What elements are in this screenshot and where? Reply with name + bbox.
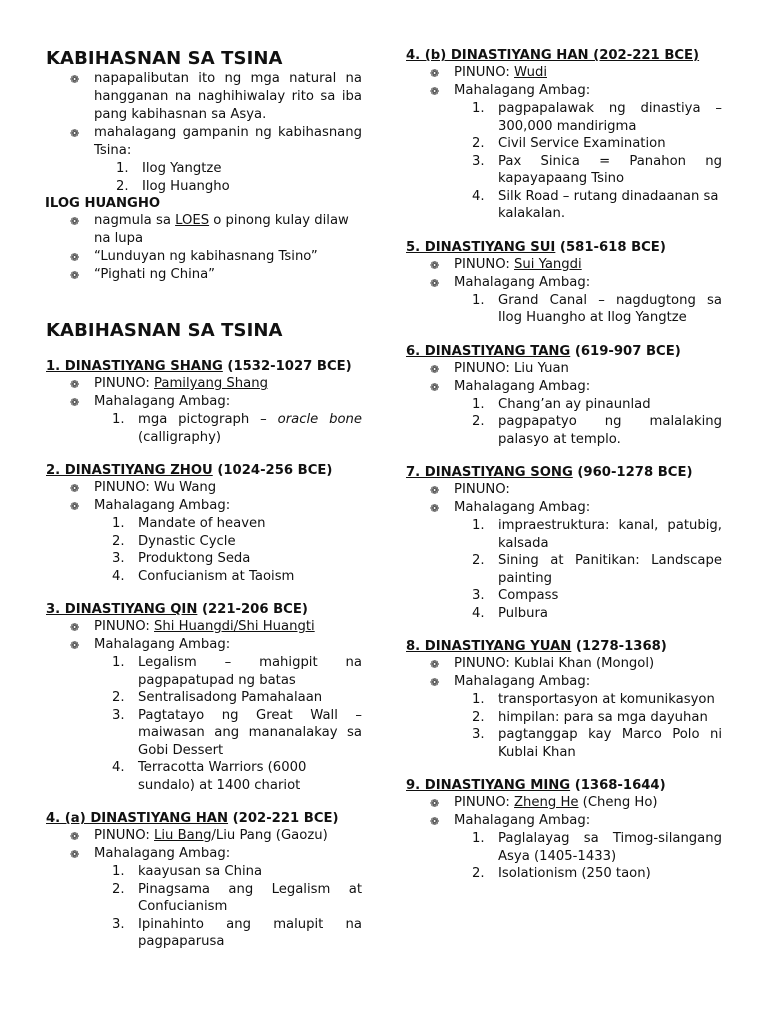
- numbered-item: 4. Pulbura: [472, 605, 548, 621]
- numbered-item: 3. Ipinahinto ang malupit na pagpaparusa: [112, 916, 362, 949]
- flower-bullet-icon: ❁: [430, 502, 440, 515]
- numbered-item: 1. transportasyon at komunikasyon: [472, 692, 715, 707]
- flower-bullet-icon: ❁: [430, 380, 440, 394]
- leader-item: ❁ PINUNO: Kublai Khan (Mongol): [406, 655, 722, 673]
- numbered-item: 3. Compass: [472, 588, 559, 603]
- ilog-huangho-title: ILOG HUANGHO: [45, 196, 161, 211]
- numbered-item: 2. Dynastic Cycle: [112, 533, 236, 549]
- numbered-item: 1. Mandate of heaven: [112, 516, 266, 531]
- flower-bullet-icon: ❁: [70, 127, 80, 140]
- contribution-label: ❁ Mahalagang Ambag:: [46, 845, 362, 863]
- dynasty-heading-sui: 5. DINASTIYANG SUI (581-618 BCE): [406, 239, 666, 255]
- flower-bullet-icon: ❁: [430, 797, 440, 810]
- numbered-item: 3. Pax Sinica = Panahon ng kapayapaang Tsino: [472, 153, 722, 186]
- numbered-item: 1. Chang’an ay pinaunlad: [472, 396, 651, 412]
- numbered-item: 4. Terracotta Warriors (6000 sundalo) at 1400 chariot: [112, 760, 307, 793]
- numbered-item: 4. Confucianism at Taoism: [112, 568, 295, 584]
- contribution-label: ❁ Mahalagang Ambag:: [406, 812, 722, 830]
- leader-item: ❁ PINUNO: Sui Yangdi: [406, 256, 722, 274]
- dynasty-heading-tang: 6. DINASTIYANG TANG (619-907 BCE): [406, 343, 681, 359]
- dynasty-heading-zhou: 2. DINASTIYANG ZHOU (1024-256 BCE): [46, 463, 333, 478]
- numbered-item: 2. pagpapatyo ng malalaking palasyo at templo.: [472, 414, 722, 447]
- numbered-item: 1. pagpapalawak ng dinastiya – 300,000 mandirigma: [472, 101, 722, 134]
- flower-bullet-icon: ❁: [430, 676, 440, 689]
- leader-item: ❁ PINUNO: Wudi: [406, 64, 722, 82]
- flower-bullet-icon: ❁: [430, 85, 440, 98]
- flower-bullet-icon: ❁: [70, 396, 80, 409]
- dynasty-heading-qin: 3. DINASTIYANG QIN (221-206 BCE): [46, 602, 308, 617]
- dynasty-heading-han-b: 4. (b) DINASTIYANG HAN (202-221 BCE): [406, 48, 700, 63]
- list-item: ❁ “Lunduyan ng kabihasnang Tsino”: [46, 248, 362, 266]
- leader-item: ❁ PINUNO: Pamilyang Shang: [46, 375, 362, 393]
- dynasty-heading-yuan: 8. DINASTIYANG YUAN (1278-1368): [406, 639, 667, 654]
- numbered-item: 4. Silk Road – rutang dinadaanan sa kalakalan.: [472, 188, 719, 221]
- right-column: [406, 0, 722, 883]
- flower-bullet-icon: ❁: [430, 658, 440, 671]
- numbered-item: 1. Paglalayag sa Timog-silangang Asya (1405-1433): [472, 831, 722, 864]
- numbered-item: 1. impraestruktura: kanal, patubig, kalsada: [472, 518, 722, 551]
- flower-bullet-icon: ❁: [70, 621, 80, 634]
- numbered-item: 1. Legalism – mahigpit na pagpapatupad ng batas: [112, 655, 362, 688]
- numbered-item: 3. Pagtatayo ng Great Wall – maiwasan ang mananalakay sa Gobi Dessert: [112, 707, 362, 758]
- numbered-item: 2. himpilan: para sa mga dayuhan: [472, 709, 708, 725]
- flower-bullet-icon: ❁: [430, 67, 440, 80]
- contribution-label: ❁ Mahalagang Ambag:: [406, 499, 722, 517]
- numbered-item: 1. kaayusan sa China: [112, 864, 263, 879]
- flower-bullet-icon: ❁: [70, 378, 80, 391]
- contribution-label: ❁ Mahalagang Ambag:: [406, 673, 722, 691]
- contribution-label: ❁ Mahalagang Ambag:: [406, 378, 722, 396]
- flower-bullet-icon: ❁: [70, 848, 80, 861]
- numbered-item: 3. Produktong Seda: [112, 551, 251, 566]
- numbered-item: 1. Ilog Yangtze: [116, 161, 222, 176]
- contribution-label: ❁ Mahalagang Ambag:: [406, 274, 722, 292]
- flower-bullet-icon: ❁: [70, 251, 80, 264]
- flower-bullet-icon: ❁: [70, 269, 80, 282]
- dynasty-heading-han-a: 4. (a) DINASTIYANG HAN (202-221 BCE): [46, 811, 339, 826]
- list-item: ❁ napapalibutan ito ng mga natural na hangganan na naghihiwalay rito sa iba pang kabihasnan sa Asya.: [70, 71, 362, 122]
- leader-item: ❁ PINUNO: Shi Huangdi/Shi Huangti: [46, 618, 362, 636]
- numbered-item: 2. Civil Service Examination: [472, 136, 666, 151]
- flower-bullet-icon: ❁: [430, 484, 440, 497]
- leader-item: ❁ PINUNO: Liu Bang/Liu Pang (Gaozu): [46, 827, 362, 845]
- flower-bullet-icon: ❁: [430, 258, 440, 272]
- section-title-kabihasnan-2: KABIHASNAN SA TSINA: [46, 320, 283, 341]
- flower-bullet-icon: ❁: [70, 73, 80, 86]
- flower-bullet-icon: ❁: [430, 362, 440, 376]
- leader-item: ❁ PINUNO: Wu Wang: [46, 479, 362, 497]
- left-column: [46, 0, 362, 951]
- flower-bullet-icon: ❁: [70, 215, 80, 228]
- flower-bullet-icon: ❁: [430, 815, 440, 828]
- numbered-item: 2. Sentralisadong Pamahalaan: [112, 690, 323, 705]
- numbered-item: 2. Ilog Huangho: [116, 178, 230, 194]
- list-item: ❁ nagmula sa LOES o pinong kulay dilaw na lupa: [70, 213, 349, 246]
- list-item: ❁ “Pighati ng China”: [46, 266, 362, 284]
- dynasty-heading-song: 7. DINASTIYANG SONG (960-1278 BCE): [406, 465, 693, 480]
- contribution-label: ❁ Mahalagang Ambag:: [46, 393, 362, 411]
- flower-bullet-icon: ❁: [70, 639, 80, 652]
- dynasty-heading-ming: 9. DINASTIYANG MING (1368-1644): [406, 778, 666, 793]
- numbered-item: 2. Sining at Panitikan: Landscape painting: [472, 553, 722, 586]
- contribution-label: ❁ Mahalagang Ambag:: [46, 497, 362, 515]
- section-title-kabihasnan: KABIHASNAN SA TSINA: [46, 48, 283, 69]
- leader-item: ❁ PINUNO: Liu Yuan: [406, 360, 722, 378]
- contribution-label: ❁ Mahalagang Ambag:: [46, 636, 362, 654]
- contribution-label: ❁ Mahalagang Ambag:: [406, 82, 722, 100]
- flower-bullet-icon: ❁: [70, 482, 80, 495]
- list-item: ❁ mahalagang gampanin ng kabihasnang Tsina:: [70, 125, 362, 158]
- numbered-item: 1. Grand Canal – nagdugtong sa Ilog Huangho at Ilog Yangtze: [472, 292, 722, 325]
- dynasty-heading-shang: 1. DINASTIYANG SHANG (1532-1027 BCE): [46, 359, 352, 374]
- numbered-item: 3. pagtanggap kay Marco Polo ni Kublai Khan: [472, 727, 722, 760]
- numbered-item: 1. mga pictograph – oracle bone (calligraphy): [112, 412, 362, 445]
- flower-bullet-icon: ❁: [70, 500, 80, 513]
- flower-bullet-icon: ❁: [430, 276, 440, 290]
- leader-item: ❁ PINUNO:: [406, 481, 722, 499]
- numbered-item: 2. Isolationism (250 taon): [472, 866, 651, 881]
- leader-item: ❁ PINUNO: Zheng He (Cheng Ho): [406, 794, 722, 812]
- numbered-item: 2. Pinagsama ang Legalism at Confucianism: [112, 881, 362, 914]
- flower-bullet-icon: ❁: [70, 830, 80, 843]
